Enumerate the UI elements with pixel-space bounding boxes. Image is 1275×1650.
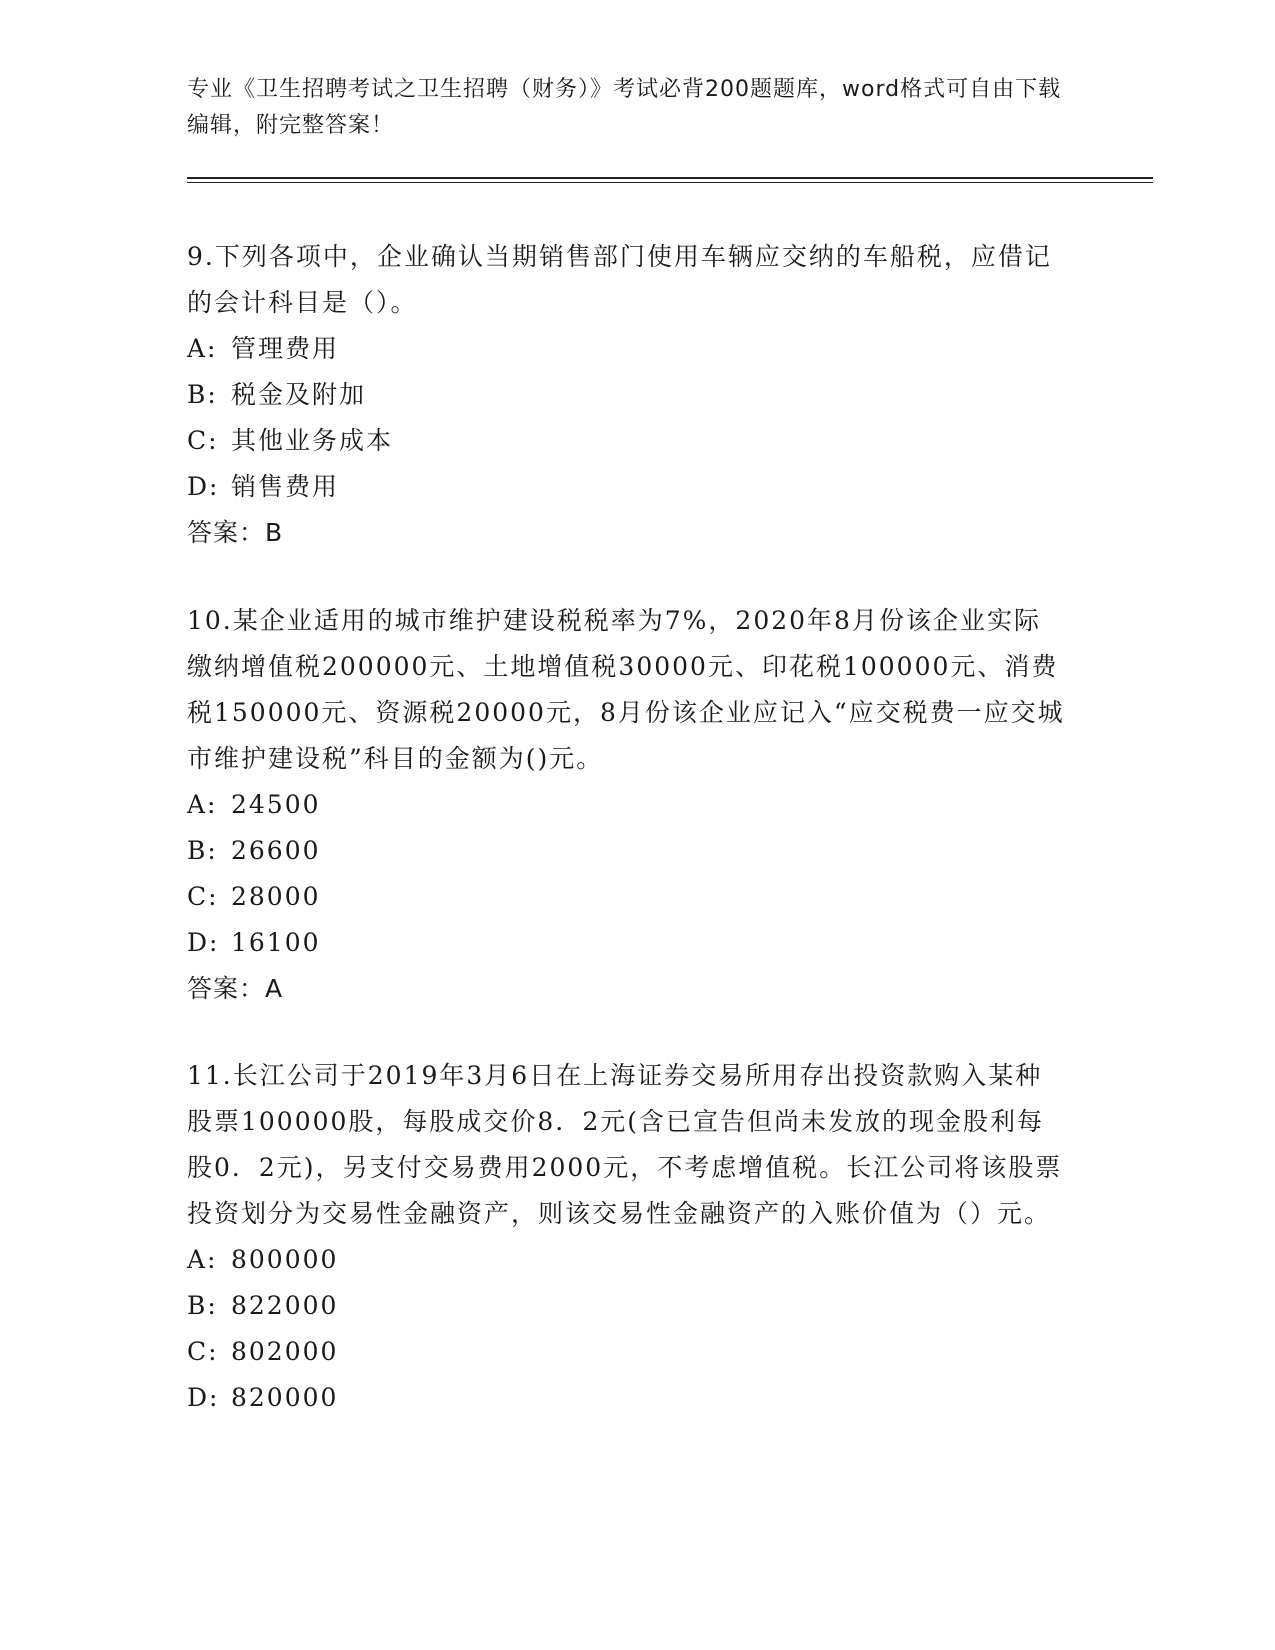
option-letter: A: [187, 1245, 218, 1274]
header-divider-thin [187, 182, 1153, 183]
option-b [187, 1283, 1067, 1329]
option-text: 销售费用 [231, 472, 340, 501]
option-letter: D: [187, 928, 220, 957]
option-text: 26600 [231, 836, 321, 865]
header-divider-thick [187, 177, 1153, 179]
option-letter: B: [187, 836, 218, 865]
option-text: 税金及附加 [231, 380, 367, 409]
question-11 [187, 1053, 1067, 1421]
option-letter: B: [187, 380, 218, 409]
option-a [187, 326, 1067, 372]
option-a [187, 1237, 1067, 1283]
answer-label: 答案：A [187, 974, 284, 1003]
option-d [187, 1375, 1067, 1421]
option-c [187, 1329, 1067, 1375]
option-b [187, 828, 1067, 874]
option-text: 822000 [231, 1291, 339, 1320]
question-9 [187, 234, 1067, 556]
question-stem: 9.下列各项中，企业确认当期销售部门使用车辆应交纳的车船税，应借记的会计科目是（）。 [187, 242, 1052, 317]
option-letter: A: [187, 334, 218, 363]
option-text: 管理费用 [231, 334, 340, 363]
option-letter: D: [187, 1383, 220, 1412]
question-stem: 11.长江公司于2019年3月6日在上海证券交易所用存出投资款购入某种股票100000股，每股成交价8．2元(含已宣告但尚未发放的现金股利每股0．2元)，另支付交易费用2000元，不考虑增值税。长江公司将该股票投资划分为交易性金融资产，则该交易性金融资产的入账价值为（）元。 [187, 1061, 1063, 1228]
option-a [187, 782, 1067, 828]
option-d [187, 920, 1067, 966]
option-letter: B: [187, 1291, 218, 1320]
option-letter: C: [187, 426, 219, 455]
option-c [187, 418, 1067, 464]
option-text: 其他业务成本 [231, 426, 394, 455]
option-text: 820000 [231, 1383, 339, 1412]
answer-label: 答案：B [187, 518, 284, 547]
option-d [187, 464, 1067, 510]
option-text: 802000 [231, 1337, 339, 1366]
question-10 [187, 598, 1067, 1012]
option-c [187, 874, 1067, 920]
option-letter: C: [187, 882, 219, 911]
option-letter: D: [187, 472, 220, 501]
option-letter: A: [187, 790, 218, 819]
option-text: 16100 [231, 928, 321, 957]
document-header: 专业《卫生招聘考试之卫生招聘（财务）》考试必背200题题库，word格式可自由下载编辑，附完整答案！ [187, 77, 1062, 138]
option-b [187, 372, 1067, 418]
option-text: 24500 [231, 790, 321, 819]
option-text: 28000 [231, 882, 321, 911]
option-letter: C: [187, 1337, 219, 1366]
question-stem: 10.某企业适用的城市维护建设税税率为7%，2020年8月份该企业实际缴纳增值税200000元、土地增值税30000元、印花税100000元、消费税150000元、资源税20000元，8月份该企业应记入“应交税费一应交城市维护建设税”科目的金额为()元。 [187, 606, 1065, 773]
option-text: 800000 [231, 1245, 339, 1274]
